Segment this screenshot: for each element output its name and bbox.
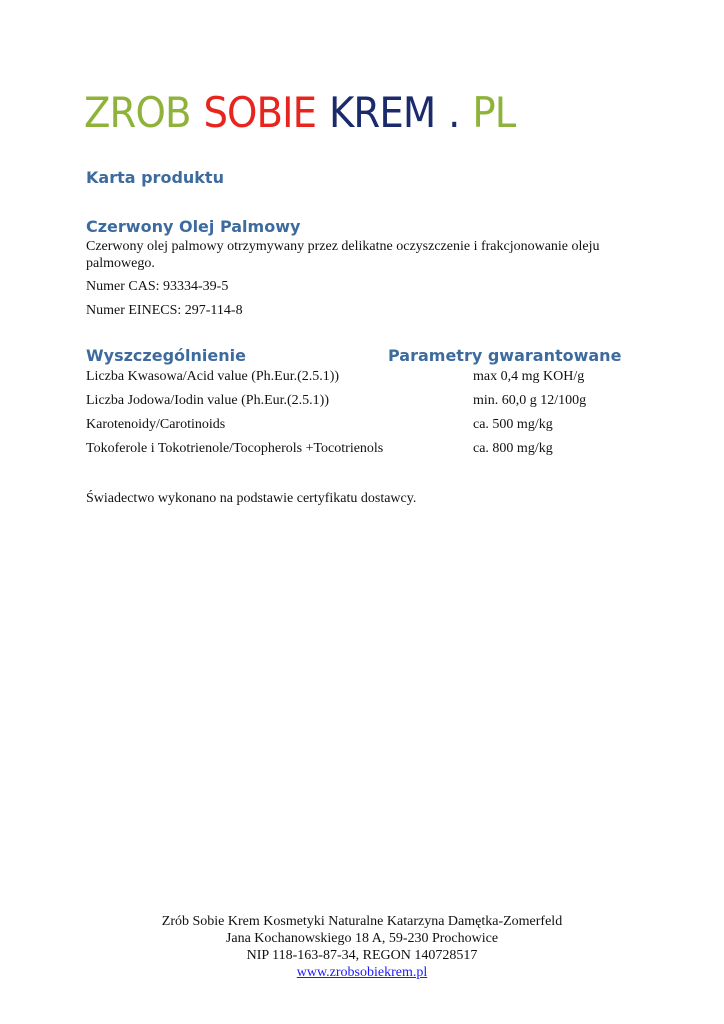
card-title: Karta produktu — [86, 168, 224, 187]
spec-row-name: Tokoferole i Tokotrienole/Tocopherols +Tocotrienols — [86, 441, 384, 456]
spec-row-value: max 0,4 mg KOH/g — [473, 369, 585, 384]
logo-word-sobie: SOBIE — [203, 88, 317, 137]
logo-word-zrob: ZROB — [84, 88, 191, 137]
spec-row-value: min. 60,0 g 12/100g — [473, 393, 587, 408]
brand-logo — [84, 88, 515, 137]
logo-dot: . — [448, 88, 460, 137]
product-description-line2: palmowego. — [86, 256, 155, 271]
spec-column-header-value: Parametry gwarantowane — [388, 346, 622, 365]
spec-row-name: Liczba Kwasowa/Acid value (Ph.Eur.(2.5.1)) — [86, 369, 340, 384]
cas-number: Numer CAS: 93334-39-5 — [86, 279, 229, 294]
product-name: Czerwony Olej Palmowy — [86, 217, 301, 236]
logo-word-krem: KREM — [328, 88, 436, 137]
spec-row-value: ca. 500 mg/kg — [473, 417, 553, 432]
company-footer — [0, 913, 724, 981]
spec-column-header-name: Wyszczególnienie — [86, 346, 246, 365]
footer-address: Jana Kochanowskiego 18 A, 59-230 Prochowice — [225, 931, 499, 946]
certificate-note: Świadectwo wykonano na podstawie certyfikatu dostawcy. — [86, 491, 417, 506]
footer-tax-ids: NIP 118-163-87-34, REGON 140728517 — [246, 948, 478, 963]
spec-row-name: Karotenoidy/Carotinoids — [86, 417, 226, 432]
einecs-number: Numer EINECS: 297-114-8 — [86, 303, 243, 318]
footer-company-name: Zrób Sobie Krem Kosmetyki Naturalne Katarzyna Damętka-Zomerfeld — [161, 914, 563, 929]
spec-row-value: ca. 800 mg/kg — [473, 441, 553, 456]
spec-row-name: Liczba Jodowa/Iodin value (Ph.Eur.(2.5.1)) — [86, 393, 329, 408]
footer-website-link[interactable]: www.zrobsobiekrem.pl — [296, 965, 428, 980]
logo-word-pl: PL — [472, 88, 516, 137]
product-description-line1: Czerwony olej palmowy otrzymywany przez delikatne oczyszczenie i frakcjonowanie oleju — [86, 239, 600, 254]
